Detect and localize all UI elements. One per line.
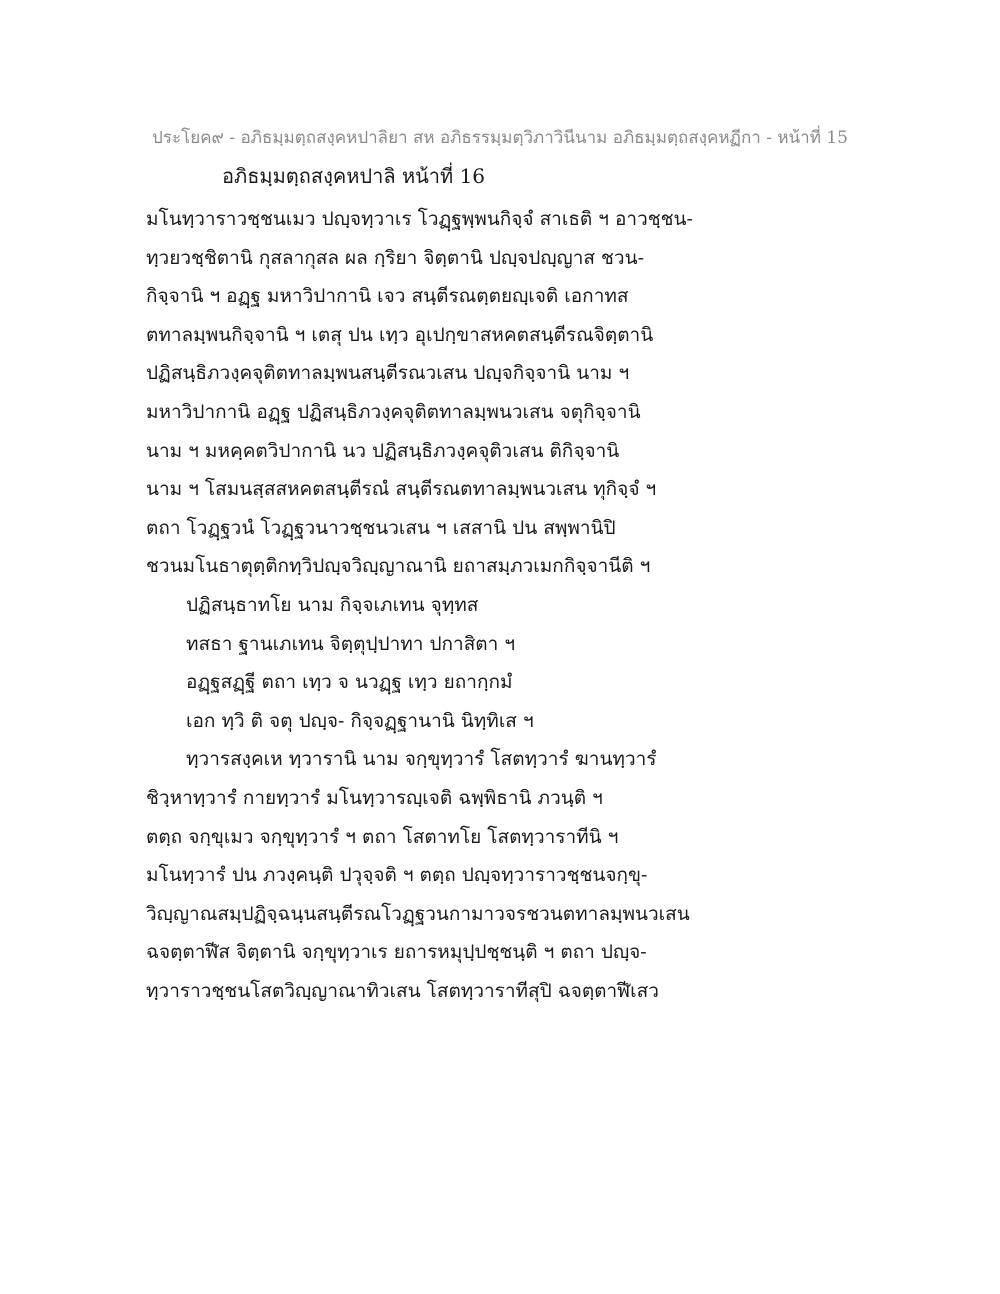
text-line: วิญฺญาณสมฺปฏิจฺฉนฺนสนฺตีรณโวฏฺฐวนกามาวจรชวนตทาลมฺพนวเสน bbox=[146, 902, 690, 925]
verse-line: เอก ทฺวิ ติ จตุ ปญฺจ- กิจฺจฏฺฐานานิ นิทฺทิเส ฯ bbox=[186, 709, 534, 732]
section-title: อภิธมฺมตฺถสงฺคหปาลิ หน้าที่ 16 bbox=[222, 164, 486, 188]
text-line: ปฏิสนฺธิภวงฺคจุติตทาลมฺพนสนฺตีรณวเสน ปญฺจกิจฺจานิ นาม ฯ bbox=[146, 362, 630, 385]
text-line: มโนทฺวารํ ปน ภวงฺคนฺติ ปวุจฺจติ ฯ ตตฺถ ปญฺจทฺวาราวชฺชนจกฺขุ- bbox=[146, 864, 648, 887]
paragraph-first-line: ทฺวารสงฺคเห ทฺวารานิ นาม จกฺขุทฺวารํ โสตทฺวารํ ฆานทฺวารํ bbox=[186, 748, 657, 771]
text-line: ตตฺถ จกฺขุเมว จกฺขุทฺวารํ ฯ ตถา โสตาทโย โสตทฺวาราทีนิ ฯ bbox=[146, 825, 619, 848]
running-header: ประโยค๙ - อภิธมฺมตฺถสงฺคหปาลิยา สห อภิธรรมฺมตฺวิภาวินีนาม อภิธมฺมตฺถสงฺคหฏีกา - หน้าที่ 15 bbox=[152, 128, 848, 148]
text-line: ทฺวยวชฺชิตานิ กุสลากุสล ผล กฺริยา จิตฺตานิ ปญฺจปญฺญาส ชวน- bbox=[146, 246, 644, 269]
text-line: ชวนมโนธาตุตฺติกทฺวิปญฺจวิญฺญาณานิ ยถาสมฺภวเมกกิจฺจานีติ ฯ bbox=[146, 555, 651, 578]
text-line: ชิวฺหาทฺวารํ กายทฺวารํ มโนทฺวารญฺเจติ ฉพฺพิธานิ ภวนฺติ ฯ bbox=[146, 786, 603, 809]
text-line: นาม ฯ มหคฺคตวิปากานิ นว ปฏิสนฺธิภวงฺคจุติวเสน ติกิจฺจานิ bbox=[146, 439, 620, 462]
text-line: มหาวิปากานิ อฏฺฐ ปฏิสนฺธิภวงฺคจุติตทาลมฺพนวเสน จตุกิจฺจานิ bbox=[146, 400, 641, 423]
text-line: ทฺวาราวชฺชนโสตวิญฺญาณาทิวเสน โสตทฺวาราทีสุปิ ฉจตฺตาฬีเสว bbox=[146, 979, 659, 1002]
text-line: ตถา โวฏฺฐวนํ โวฏฺฐวนาวชฺชนวเสน ฯ เสสานิ ปน สพฺพานิปิ bbox=[146, 516, 616, 539]
verse-line: ทสธา ฐานเภเทน จิตฺตุปฺปาทา ปกาสิตา ฯ bbox=[186, 632, 516, 655]
verse-line: อฏฺฐสฏฺฐี ตถา เทฺว จ นวฏฺฐ เทฺว ยถากฺกมํ bbox=[186, 671, 513, 694]
verse-line: ปฏิสนฺธาทโย นาม กิจฺจเภเทน จุทฺทส bbox=[186, 593, 479, 616]
text-line: นาม ฯ โสมนสฺสสหคตสนฺตีรณํ สนฺตีรณตทาลมฺพนวเสน ทุกิจฺจํ ฯ bbox=[146, 478, 657, 501]
text-line: ฉจตฺตาฬีส จิตฺตานิ จกฺขุทฺวาเร ยถารหมุปฺปชฺชนฺติ ฯ ตถา ปญฺจ- bbox=[146, 941, 647, 964]
text-line: ตทาลมฺพนกิจฺจานิ ฯ เตสุ ปน เทฺว อุเปกฺขาสหคตสนฺตีรณจิตฺตานิ bbox=[146, 323, 654, 346]
body-text bbox=[146, 200, 706, 1010]
text-line: มโนทฺวาราวชฺชนเมว ปญฺจทฺวาเร โวฏฺฐพฺพนกิจฺจํ สาเธติ ฯ อาวชฺชน- bbox=[146, 208, 693, 230]
text-line: กิจฺจานิ ฯ อฏฺฐ มหาวิปากานิ เจว สนฺตีรณตฺตยญฺเจติ เอกาทส bbox=[146, 285, 629, 308]
